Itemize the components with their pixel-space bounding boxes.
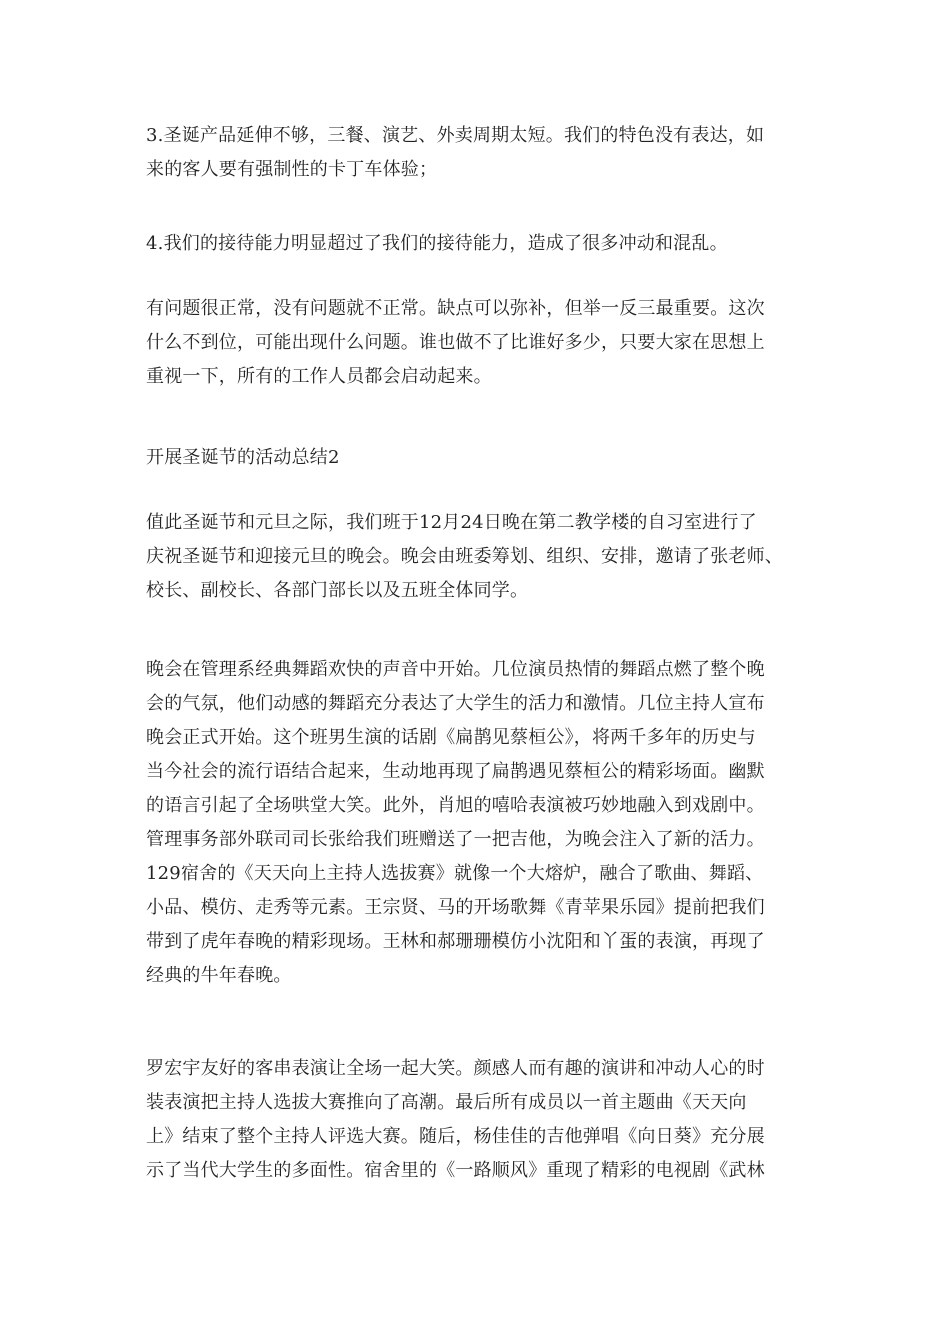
- text-line: 当今社会的流行语结合起来，生动地再现了扁鹊遇见蔡桓公的精彩场面。幽默: [146, 761, 765, 782]
- text-line: 装表演把主持人选拔大赛推向了高潮。最后所有成员以一首主题曲《天天向: [146, 1092, 747, 1113]
- paragraph-point-3: [146, 119, 816, 187]
- text-line: 晚会在管理系经典舞蹈欢快的声音中开始。几位演员热情的舞蹈点燃了整个晚: [146, 659, 765, 680]
- text-line: 庆祝圣诞节和迎接元旦的晚会。晚会由班委筹划、组织、安排，邀请了张老师、: [146, 546, 783, 567]
- paragraph-summary: [146, 292, 816, 394]
- paragraph-performances: [146, 1052, 816, 1188]
- text-line: 晚会正式开始。这个班男生演的话剧《扁鹊见蔡桓公》，将两千多年的历史与: [146, 727, 756, 748]
- text-line: 值此圣诞节和元旦之际，我们班于12月24日晚在第二教学楼的自习室进行了: [146, 512, 757, 533]
- text-line: 校长、副校长、各部门部长以及五班全体同学。: [146, 580, 529, 601]
- text-line: 的语言引起了全场哄堂大笑。此外，肖旭的嘻哈表演被巧妙地融入到戏剧中。: [146, 795, 765, 816]
- text-line: 会的气氛，他们动感的舞蹈充分表达了大学生的活力和激情。几位主持人宣布: [146, 693, 765, 714]
- text-line: 4.我们的接待能力明显超过了我们的接待能力，造成了很多冲动和混乱。: [146, 233, 728, 254]
- text-line: 上》结束了整个主持人评选大赛。随后，杨佳佳的吉他弹唱《向日葵》充分展: [146, 1126, 765, 1147]
- heading-line: 开展圣诞节的活动总结2: [146, 447, 340, 468]
- text-line: 经典的牛年春晚。: [146, 965, 292, 986]
- text-line: 带到了虎年春晚的精彩现场。王林和郝珊珊模仿小沈阳和丫蛋的表演，再现了: [146, 931, 765, 952]
- text-line: 3.圣诞产品延伸不够，三餐、演艺、外卖周期太短。我们的特色没有表达，如: [146, 125, 765, 146]
- paragraph-party-opening: [146, 653, 816, 993]
- text-line: 小品、模仿、走秀等元素。王宗贤、马的开场歌舞《青苹果乐园》提前把我们: [146, 897, 765, 918]
- text-line: 示了当代大学生的多面性。宿舍里的《一路顺风》重现了精彩的电视剧《武林: [146, 1160, 765, 1181]
- text-line: 什么不到位，可能出现什么问题。谁也做不了比谁好多少，只要大家在思想上: [146, 332, 765, 353]
- section-heading: [146, 441, 816, 475]
- text-line: 罗宏宇友好的客串表演让全场一起大笑。颜感人而有趣的演讲和冲动人心的时: [146, 1058, 765, 1079]
- text-line: 来的客人要有强制性的卡丁车体验；: [146, 159, 438, 180]
- text-line: 129宿舍的《天天向上主持人选拔赛》就像一个大熔炉，融合了歌曲、舞蹈、: [146, 863, 764, 884]
- text-line: 管理事务部外联司司长张给我们班赠送了一把吉他，为晚会注入了新的活力。: [146, 829, 765, 850]
- text-line: 重视一下，所有的工作人员都会启动起来。: [146, 366, 492, 387]
- paragraph-intro: [146, 506, 816, 608]
- text-line: 有问题很正常，没有问题就不正常。缺点可以弥补，但举一反三最重要。这次: [146, 298, 765, 319]
- paragraph-point-4: [146, 227, 816, 261]
